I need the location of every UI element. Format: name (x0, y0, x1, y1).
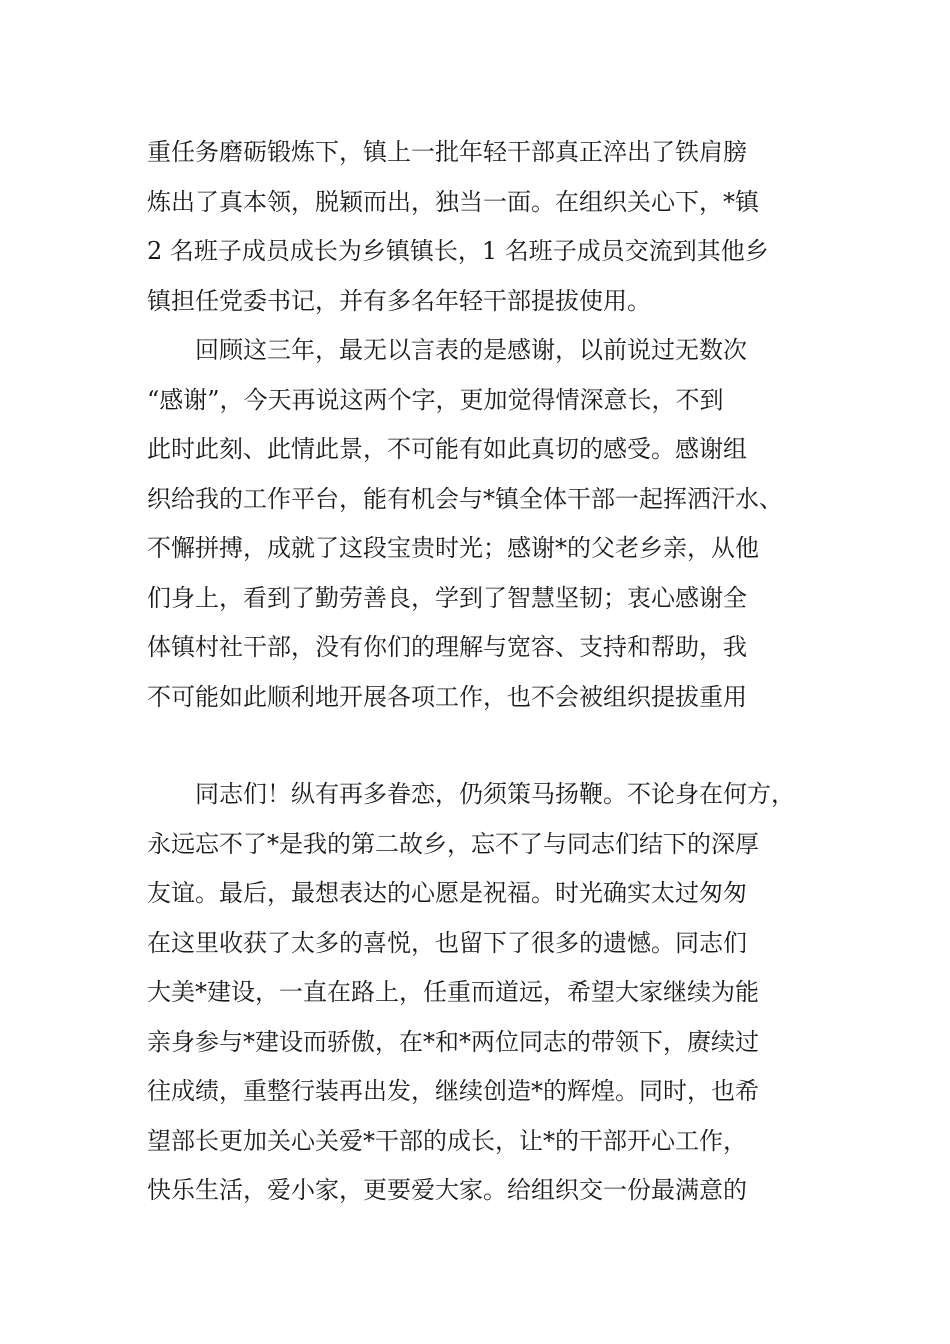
text-line: 们身上，看到了勤劳善良，学到了智慧坚韧；衷心感谢全 (147, 583, 747, 612)
text-line: 重任务磨砺锻炼下，镇上一批年轻干部真正淬出了铁肩膀 (147, 138, 747, 166)
paragraph-1 (147, 128, 827, 326)
text-line: 同志们！纵有再多眷恋，仍须策马扬鞭。不论身在何方， (147, 780, 795, 808)
text-line: 镇担任党委书记，并有多名年轻干部提拔使用。 (147, 286, 651, 315)
text-line: 2 名班子成员成长为乡镇镇长，1 名班子成员交流到其他乡 (147, 237, 769, 265)
text-line: 回顾这三年，最无以言表的是感谢，以前说过无数次 (147, 336, 747, 364)
text-line: 不可能如此顺利地开展各项工作，也不会被组织提拔重用 (147, 682, 747, 711)
text-line: 此时此刻、此情此景，不可能有如此真切的感受。感谢组 (147, 435, 747, 463)
text-line: 友谊。最后，最想表达的心愿是祝福。时光确实太过匆匆 (147, 879, 747, 907)
text-line: 望部长更加关心关爱*干部的成长，让*的干部开心工作， (147, 1126, 747, 1155)
text-line: 在这里收获了太多的喜悦，也留下了很多的遗憾。同志们 (147, 928, 747, 957)
text-line: 快乐生活，爱小家，更要爱大家。给组织交一份最满意的 (147, 1176, 747, 1204)
paragraph-3 (147, 770, 827, 1216)
paragraph-2 (147, 326, 827, 722)
text-line: 往成绩，重整行装再出发，继续创造*的辉煌。同时，也希 (147, 1077, 759, 1105)
text-line: 织给我的工作平台，能有机会与*镇全体干部一起挥洒汗水、 (147, 484, 783, 513)
text-line: 大美*建设，一直在路上，任重而道远，希望大家继续为能 (147, 978, 759, 1006)
text-line: 炼出了真本领，脱颖而出，独当一面。在组织关心下，*镇 (147, 187, 759, 216)
text-line: 永远忘不了*是我的第二故乡，忘不了与同志们结下的深厚 (147, 829, 759, 858)
text-line: 亲身参与*建设而骄傲，在*和*两位同志的带领下，赓续过 (147, 1027, 759, 1056)
text-line: 不懈拼搏，成就了这段宝贵时光；感谢*的父老乡亲，从他 (147, 534, 759, 562)
text-line: 体镇村社干部，没有你们的理解与宽容、支持和帮助，我 (147, 633, 747, 661)
text-line: “感谢”，今天再说这两个字，更加觉得情深意长，不到 (147, 385, 724, 414)
